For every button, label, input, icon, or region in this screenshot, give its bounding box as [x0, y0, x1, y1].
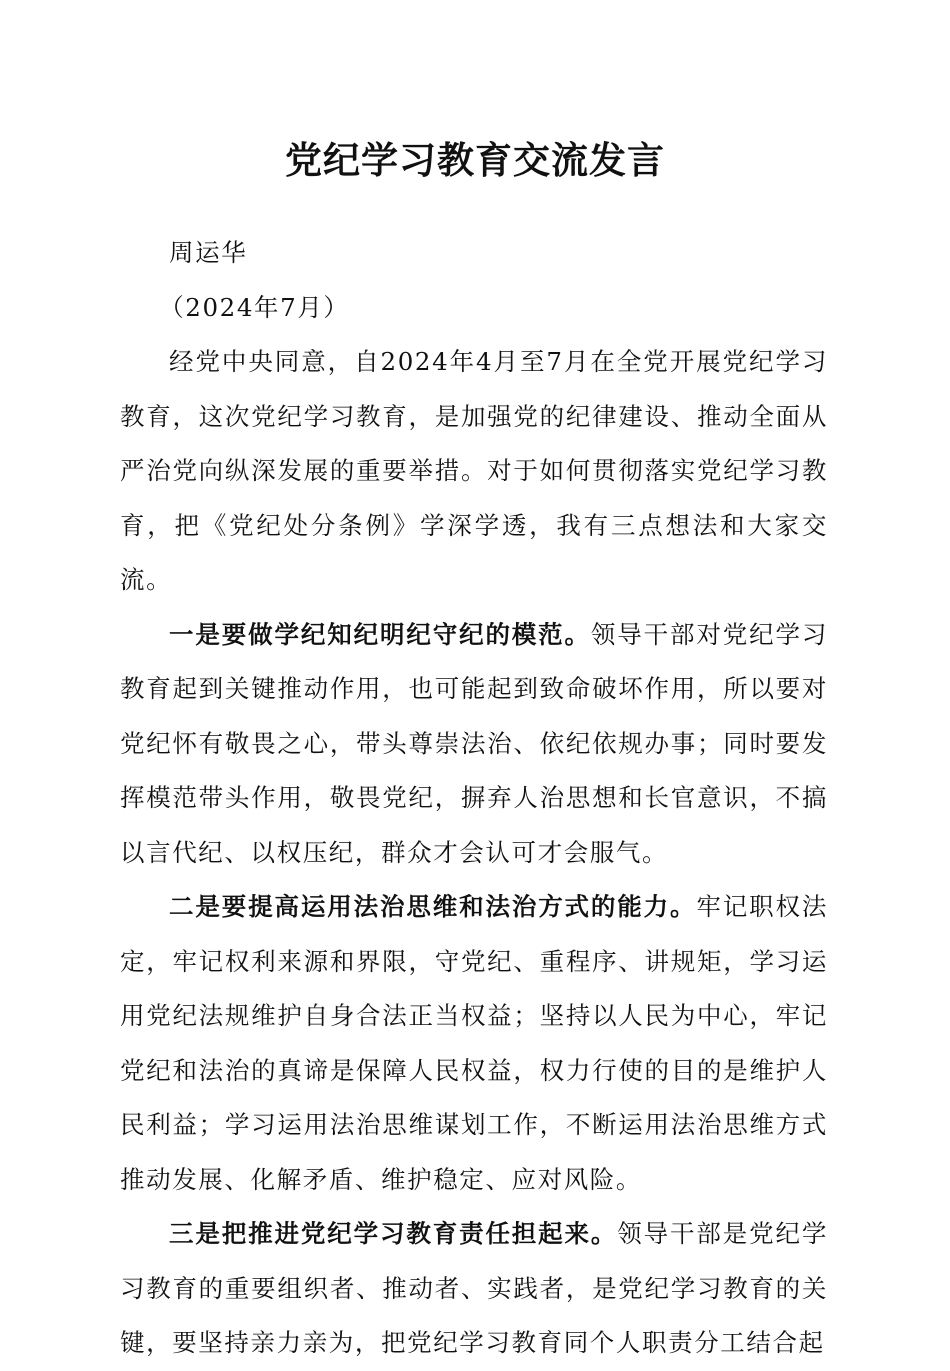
point-lead-3: 三是把推进党纪学习教育责任担起来。 — [169, 1219, 618, 1248]
point-paragraph-1 — [120, 608, 828, 881]
author-line: 周运华 — [169, 238, 248, 267]
page-title: 党纪学习教育交流发言 — [285, 138, 665, 182]
document-body — [120, 226, 828, 1371]
intro-paragraph: 经党中央同意，自2024年4月至7月在全党开展党纪学习教育，这次党纪学习教育，是加强党的纪律建设、推动全面从严治党向纵深发展的重要举措。对于如何贯彻落实党纪学习教育，把《党纪处分条例》学深学透，我有三点想法和大家交流。 — [120, 347, 828, 594]
point-text-2: 牢记职权法定，牢记权利来源和界限，守党纪、重程序、讲规矩，学习运用党纪法规维护自身合法正当权益；坚持以人民为中心，牢记党纪和法治的真谛是保障人民权益，权力行使的目的是维护人民利益；学习运用法治思维谋划工作，不断运用法治思维方式推动发展、化解矛盾、维护稳定、应对风险。 — [120, 892, 829, 1194]
point-text-1: 领导干部对党纪学习教育起到关键推动作用，也可能起到致命破坏作用，所以要对党纪怀有敬畏之心，带头尊崇法治、依纪依规办事；同时要发挥模范带头作用，敬畏党纪，摒弃人治思想和长官意识，不搞以言代纪、以权压纪，群众才会认可才会服气。 — [120, 619, 828, 867]
point-paragraph-2 — [120, 880, 828, 1207]
date-line: （2024年7月） — [159, 292, 350, 322]
point-text-3: 领导干部是党纪学习教育的重要组织者、推动者、实践者，是党纪学习教育的关键，要坚持亲力亲为，把党纪学习教育同个人职责分工结合起 — [120, 1219, 828, 1357]
point-paragraph-3 — [120, 1207, 828, 1371]
point-lead-1: 一是要做学纪知纪明纪守纪的模范。 — [169, 619, 591, 649]
point-lead-2: 二是要提高运用法治思维和法治方式的能力。 — [169, 892, 697, 921]
